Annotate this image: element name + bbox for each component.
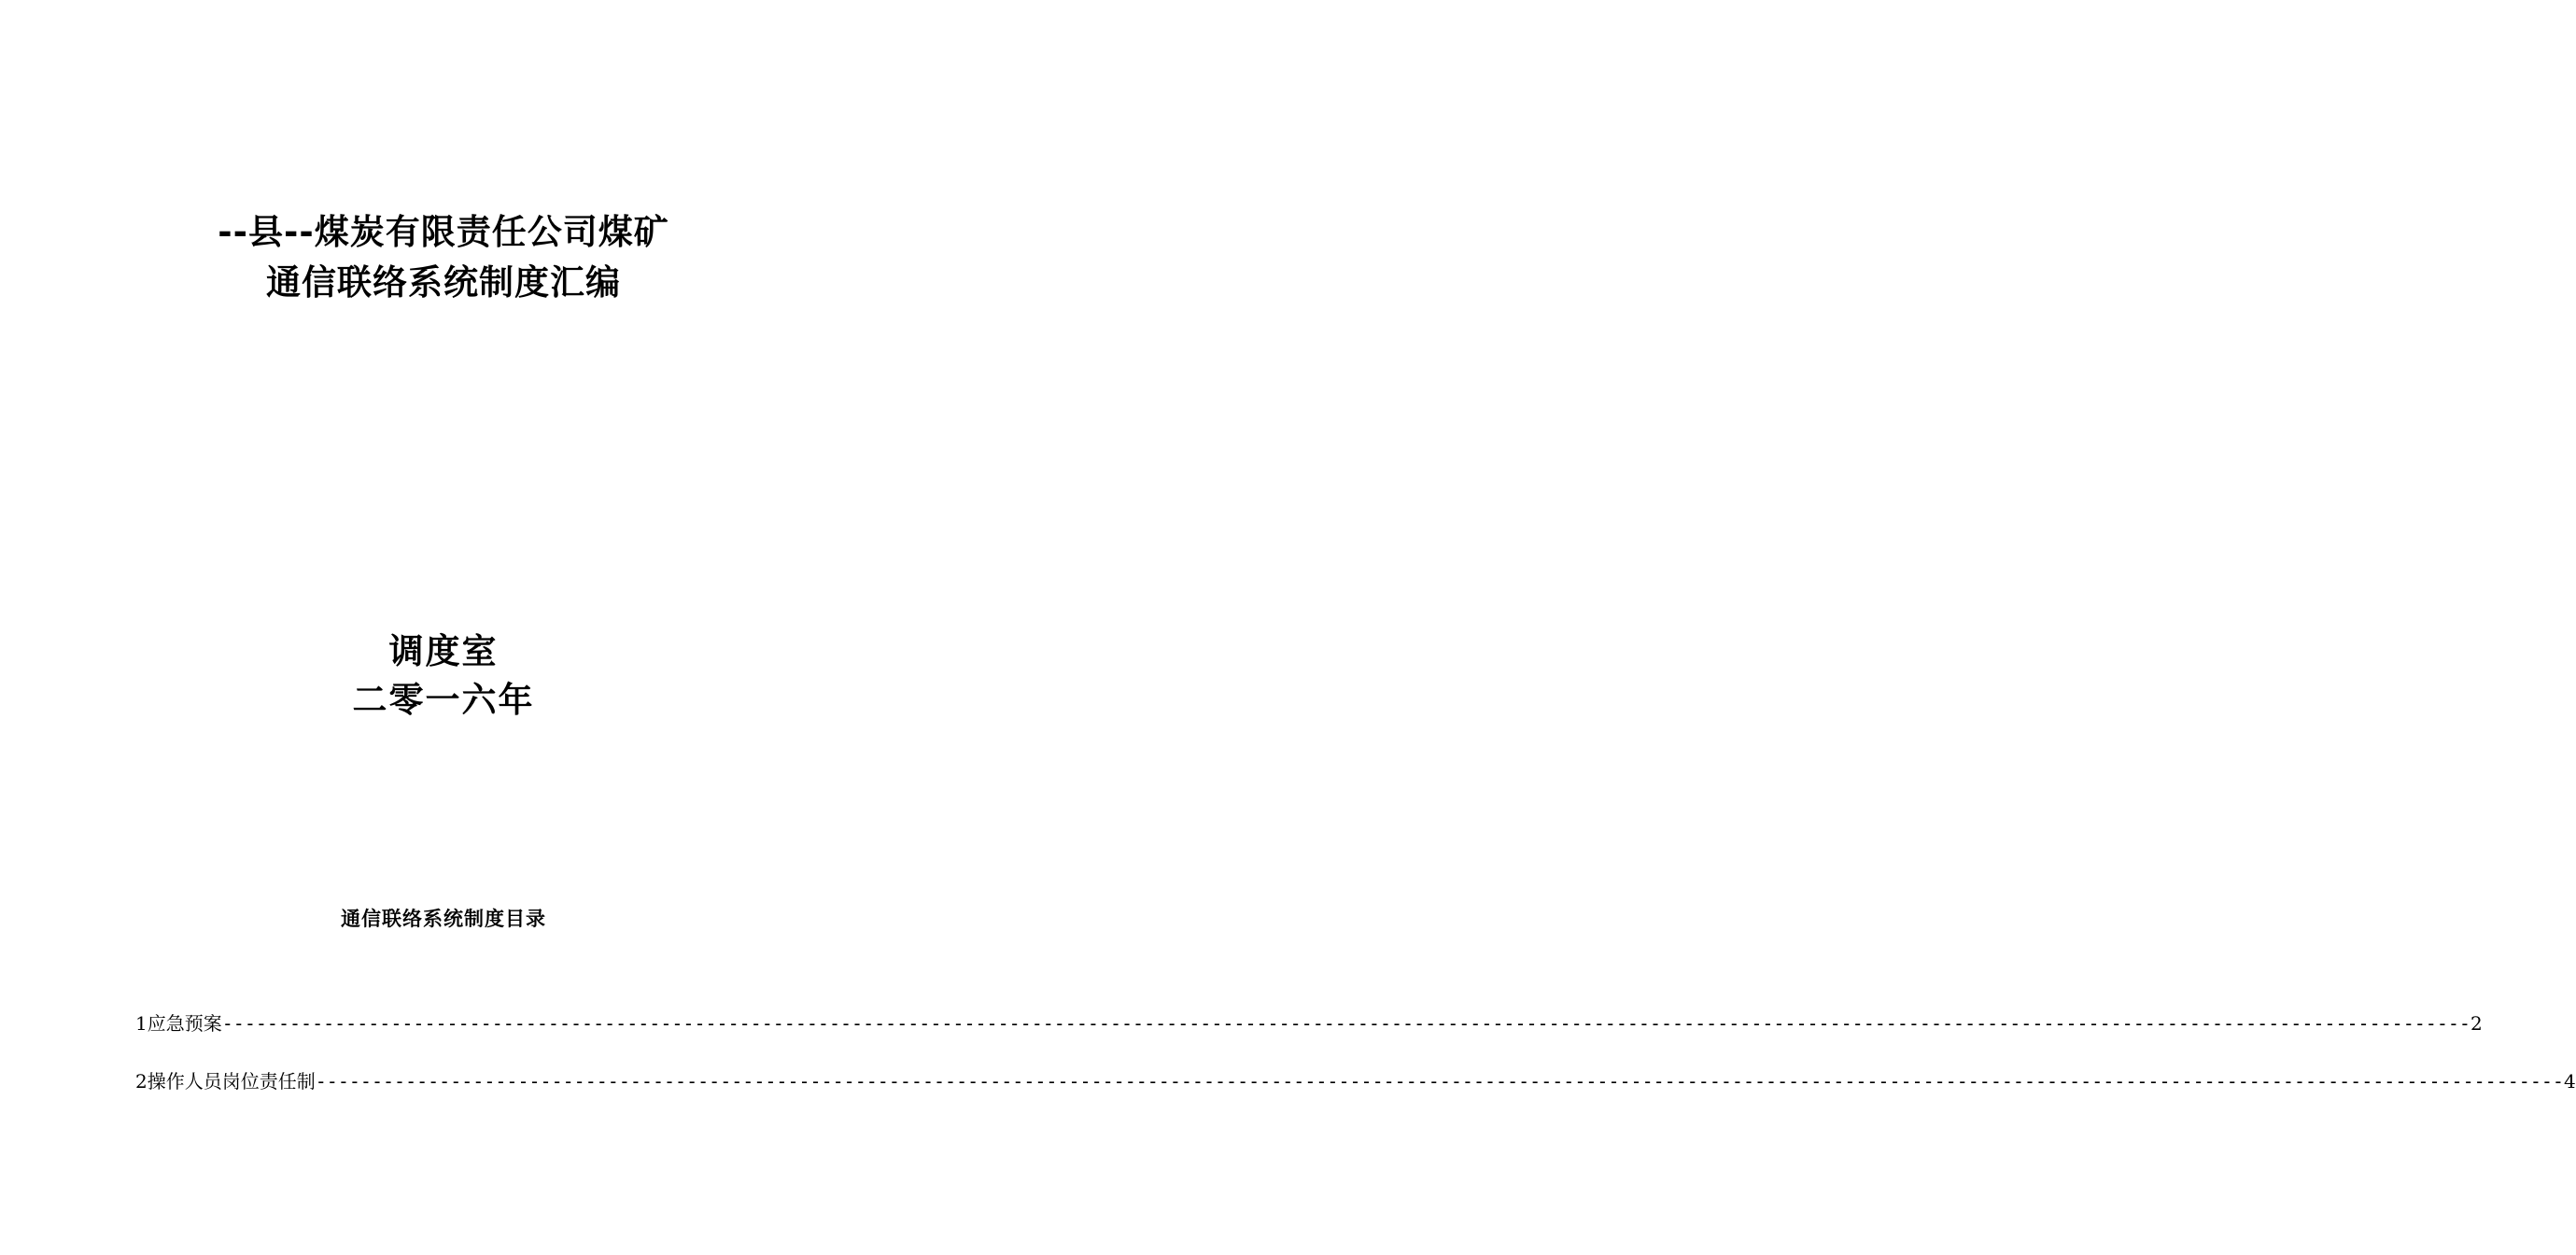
toc-entry-page: 4 [2563,1070,2576,1093]
document-title-line-1: --县--煤炭有限责任公司煤矿 [218,212,669,252]
toc-entry-page: 2 [2470,1012,2483,1035]
toc-entry [135,1006,2483,1041]
toc-leader-dashes: -------------------------------------------------------------------------------------------------------------------------------------------------------------------------------------------------------- [221,1012,2470,1035]
issue-year: 二零一六年 [352,680,535,720]
table-of-contents [135,1006,2576,1121]
toc-entry-label: 1应急预案 [135,1012,222,1035]
toc-heading: 通信联络系统制度目录 [341,908,546,930]
toc-entry-label: 2操作人员岗位责任制 [135,1070,316,1093]
issuer-block [0,628,887,725]
toc-leader-dashes: -------------------------------------------------------------------------------------------------------------------------------------------------------------------------------------------------------- [315,1070,2564,1093]
document-title-line-2: 通信联络系统制度汇编 [266,262,621,303]
document-title [0,207,887,308]
toc-entry [135,1064,2576,1099]
issuer-department: 调度室 [388,631,499,671]
